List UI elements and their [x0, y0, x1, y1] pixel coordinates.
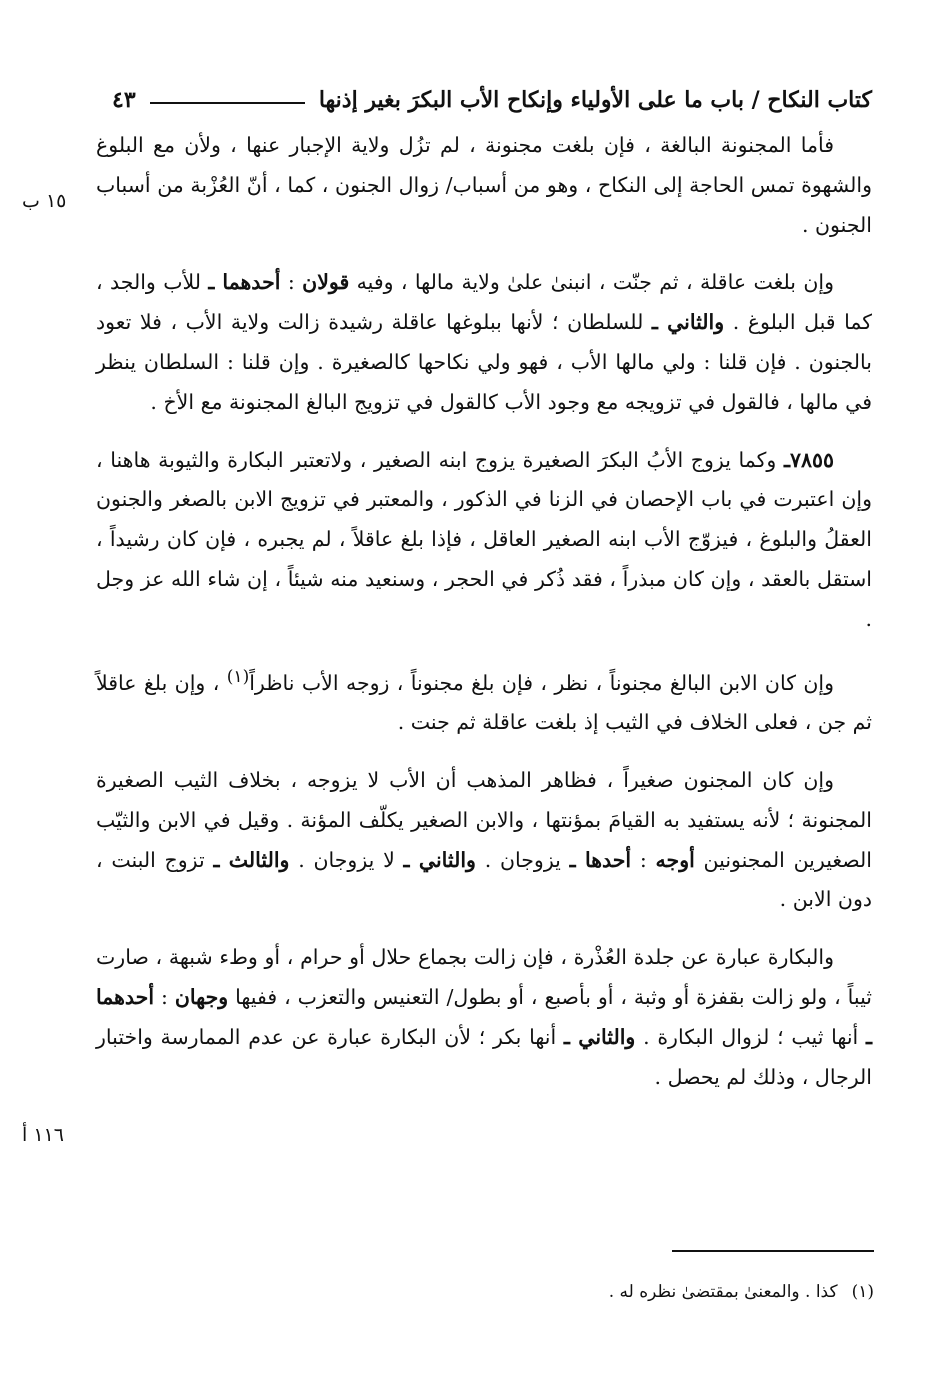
bold-term: والثاني ـ	[651, 310, 725, 335]
text-run: لا يزوجان .	[289, 847, 404, 872]
paragraph	[96, 126, 872, 245]
text-run: وإن كان الابن البالغ مجنوناً ، نظر ، فإن بلغ مجنوناً ، زوجه الأب ناظراً	[249, 670, 834, 695]
page-number: ٤٣	[112, 87, 136, 113]
text-run: وكما يزوج الأبُ البكرَ الصغيرة يزوج ابنه الصغير ، ولاتعتبر البكارة والثيوبة هاهنا ، وإن اعتبرت في باب الإحصان في الزنا في الذكور ، والمعتبر في تزويج الابن بالصغر والجنون العقلُ والبلوغ ، فيزوّج الأب ابنه الصغير العاقل ، فإذا بلغ عاقلاً ، لم يجبره ، فإن كان رشيداً ، استقل بالعقد ، وإن كان مبذراً ، فقد ذُكر في الحجر ، وسنعيد منه شيئاً ، إن شاء الله عز وجل .	[96, 447, 872, 631]
bold-term: أحدها ـ	[569, 847, 632, 872]
footnote	[300, 1279, 874, 1305]
bold-term: وجهان	[174, 984, 229, 1009]
text-run: :	[154, 984, 175, 1009]
text-run: والبكارة عبارة عن جلدة العُذْرة ، فإن زالت بجماع حلال أو حرام ، أو وطء شبهة ، صارت ثيباً ، ولو زالت بقفزة أو وثبة ، أو بأصبع ، أو بطول/ التعنيس والتعزب ، ففيها	[96, 945, 872, 1009]
bold-term: والثاني ـ	[563, 1024, 636, 1049]
text-run: فأما المجنونة البالغة ، فإن بلغت مجنونة ، لم تزُل ولاية الإجبار عنها ، ولأن مع البلوغ والشهوة تمس الحاجة إلى النكاح ، وهو من أسباب/ زوال الجنون ، كما ، أنّ العُزْبة من أسباب الجنون .	[96, 133, 872, 237]
bold-term: والثالث ـ	[213, 847, 290, 872]
text-run: :	[280, 270, 303, 295]
footnote-marker: (١)	[851, 1282, 874, 1302]
text-run: تزوج البنت ، دون الابن .	[96, 847, 872, 912]
text-run: أنها ثيب ؛ لزوال البكارة .	[635, 1024, 866, 1049]
text-run: للأب والجد ، كما قبل البلوغ .	[96, 270, 872, 335]
body-text	[96, 126, 872, 1115]
margin-folio-note-2: ١١٦ أ	[22, 1124, 64, 1146]
bold-term: والثاني ـ	[403, 847, 476, 872]
margin-folio-note-1: ١٥ ب	[22, 190, 67, 212]
footnote-text: كذا . والمعنىٰ بمقتضىٰ نظره له .	[608, 1282, 838, 1302]
bold-term: أحدهما ـ	[208, 270, 281, 295]
text-run: :	[631, 847, 656, 872]
text-run: أنها بكر ؛ لأن البكارة عبارة عن عدم الممارسة واختبار الرجال ، وذلك لم يحصل .	[96, 1024, 872, 1089]
header-title: كتاب النكاح / باب ما على الأولياء وإنكاح الأب البكرَ بغير إذنها	[318, 87, 872, 113]
text-run: وإن كان المجنون صغيراً ، فظاهر المذهب أن الأب لا يزوجه ، بخلاف الثيب الصغيرة المجنونة ؛ لأنه يستفيد به القيامَ بمؤنتها ، والابن الصغير يكلّف المؤنة . وقيل في الابن والثيّب الصغيرين المجنونين	[96, 767, 872, 872]
text-run: يزوجان .	[475, 847, 570, 872]
footnote-ref: (١)	[226, 666, 250, 687]
bold-term: قولان	[302, 270, 350, 295]
paragraph	[96, 761, 872, 920]
bold-term: أوجه	[655, 847, 695, 872]
text-run: وإن بلغت عاقلة ، ثم جنّت ، انبنىٰ علىٰ ولاية مالها ، وفيه	[349, 270, 834, 295]
text-run: ، وإن بلغ عاقلاً ثم جن ، فعلى الخلاف في الثيب إذ بلغت عاقلة ثم جنت .	[96, 670, 872, 735]
paragraph	[96, 938, 872, 1097]
footnote-separator	[672, 1250, 874, 1252]
bold-term: أحدهما ـ	[96, 984, 873, 1049]
paragraph	[96, 441, 872, 640]
header-rule	[150, 102, 305, 104]
paragraph	[96, 263, 872, 422]
paragraph	[96, 658, 872, 743]
text-run: للسلطان ؛ لأنها ببلوغها عاقلة رشيدة زالت ولاية الأب ، فلا تعود بالجنون . فإن قلنا : ولي مالها الأب ، فهو ولي نكاحها كالصغيرة . وإن قلنا : السلطان ينظر في مالها ، فالقول في تزويجه مع وجود الأب كالقول في تزويج البالغ المجنونة مع الأخ .	[96, 310, 872, 414]
running-header	[112, 78, 872, 122]
bold-term: ٧٨٥٥ـ	[783, 447, 834, 472]
